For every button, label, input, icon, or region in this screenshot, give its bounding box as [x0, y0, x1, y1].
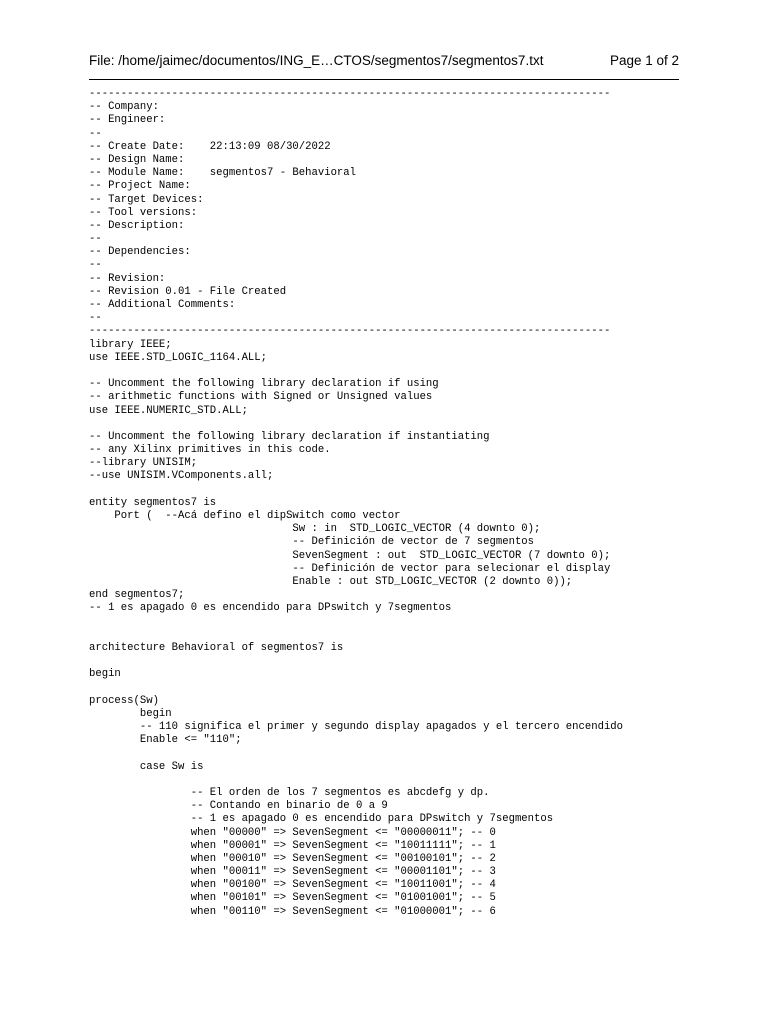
code-line: -- 1 es apagado 0 es encendido para DPswitch y 7segmentos: [89, 813, 554, 826]
code-line: entity segmentos7 is: [89, 496, 217, 509]
code-line: -- Create Date: 22:13:09 08/30/2022: [89, 140, 331, 153]
code-line: --: [89, 233, 102, 246]
code-line: when "00000" => SevenSegment <= "00000011"; -- 0: [89, 826, 496, 839]
code-line: begin: [89, 668, 121, 681]
code-line: -- Design Name:: [89, 153, 185, 166]
code-line: -- any Xilinx primitives in this code.: [89, 444, 331, 457]
code-line: end segmentos7;: [89, 589, 185, 602]
code-line: when "00100" => SevenSegment <= "10011001"; -- 4: [89, 879, 496, 892]
code-line: [89, 365, 689, 378]
code-line: [89, 616, 689, 629]
code-line: when "00110" => SevenSegment <= "01000001"; -- 6: [89, 905, 496, 918]
code-line: [89, 484, 689, 497]
code-line: SevenSegment : out STD_LOGIC_VECTOR (7 downto 0);: [89, 549, 611, 562]
code-line: -- Uncomment the following library declaration if instantiating: [89, 430, 490, 443]
code-line: --library UNISIM;: [89, 457, 198, 470]
code-line: -- Definición de vector de 7 segmentos: [89, 536, 535, 549]
code-line: when "00001" => SevenSegment <= "10011111"; -- 1: [89, 839, 496, 852]
code-line: -- Module Name: segmentos7 - Behavioral: [89, 167, 357, 180]
code-line: -- arithmetic functions with Signed or Unsigned values: [89, 391, 433, 404]
code-line: [89, 655, 689, 668]
code-line: -- Uncomment the following library declaration if using: [89, 378, 439, 391]
code-line: -- Additional Comments:: [89, 299, 236, 311]
code-line: Enable : out STD_LOGIC_VECTOR (2 downto 0));: [89, 575, 573, 588]
code-line: -- Target Devices:: [89, 193, 204, 206]
code-line: --: [89, 312, 102, 325]
code-line: process(Sw): [89, 694, 159, 707]
code-line: Port ( --Acá defino el dipSwitch como vector: [89, 510, 401, 522]
code-line: use IEEE.NUMERIC_STD.ALL;: [89, 404, 248, 417]
code-line: --use UNISIM.VComponents.all;: [89, 470, 274, 483]
code-line: library IEEE;: [89, 338, 172, 351]
header-divider: [89, 79, 679, 80]
code-line: -- El orden de los 7 segmentos es abcdefg y dp.: [89, 786, 490, 799]
code-line: use IEEE.STD_LOGIC_1164.ALL;: [89, 351, 268, 364]
code-line: case Sw is: [89, 760, 204, 773]
code-line: -- 110 significa el primer y segundo display apagados y el tercero encendido: [89, 721, 624, 733]
code-line: [89, 629, 689, 642]
code-line: ----------------------------------------------------------------------------------: [89, 88, 611, 100]
code-line: -- Description:: [89, 219, 185, 232]
code-line: -- Project Name:: [89, 180, 191, 193]
code-line: architecture Behavioral of segmentos7 is: [89, 641, 344, 654]
file-path-label: File: /home/jaimec/documentos/ING_E…CTOS/segmentos7/segmentos7.txt: [89, 53, 544, 68]
code-line: --: [89, 259, 102, 272]
code-line: --: [89, 127, 102, 140]
code-line: when "00101" => SevenSegment <= "01001001"; -- 5: [89, 892, 496, 905]
code-line: -- 1 es apagado 0 es encendido para DPswitch y 7segmentos: [89, 602, 452, 615]
code-line: -- Contando en binario de 0 a 9: [89, 800, 388, 813]
code-line: -- Tool versions:: [89, 206, 198, 219]
code-line: Sw : in STD_LOGIC_VECTOR (4 downto 0);: [89, 523, 541, 536]
code-line: -- Revision:: [89, 272, 166, 285]
code-line: ----------------------------------------------------------------------------------: [89, 325, 611, 338]
code-line: Enable <= "110";: [89, 734, 242, 747]
code-line: -- Definición de vector para selecionar el display: [89, 562, 611, 575]
code-line: -- Dependencies:: [89, 246, 191, 259]
code-line: -- Revision 0.01 - File Created: [89, 285, 287, 298]
code-line: [89, 681, 689, 694]
code-line: when "00011" => SevenSegment <= "00001101"; -- 3: [89, 866, 496, 879]
code-line: when "00010" => SevenSegment <= "00100101"; -- 2: [89, 852, 496, 865]
page-header: [89, 53, 679, 75]
page-number-label: Page 1 of 2: [609, 53, 679, 68]
code-line: [89, 774, 689, 787]
code-line: [89, 747, 689, 760]
code-line: -- Company:: [89, 101, 159, 114]
code-line: -- Engineer:: [89, 114, 166, 127]
code-line: [89, 418, 689, 431]
code-line: begin: [89, 707, 172, 720]
code-listing: [89, 88, 689, 919]
